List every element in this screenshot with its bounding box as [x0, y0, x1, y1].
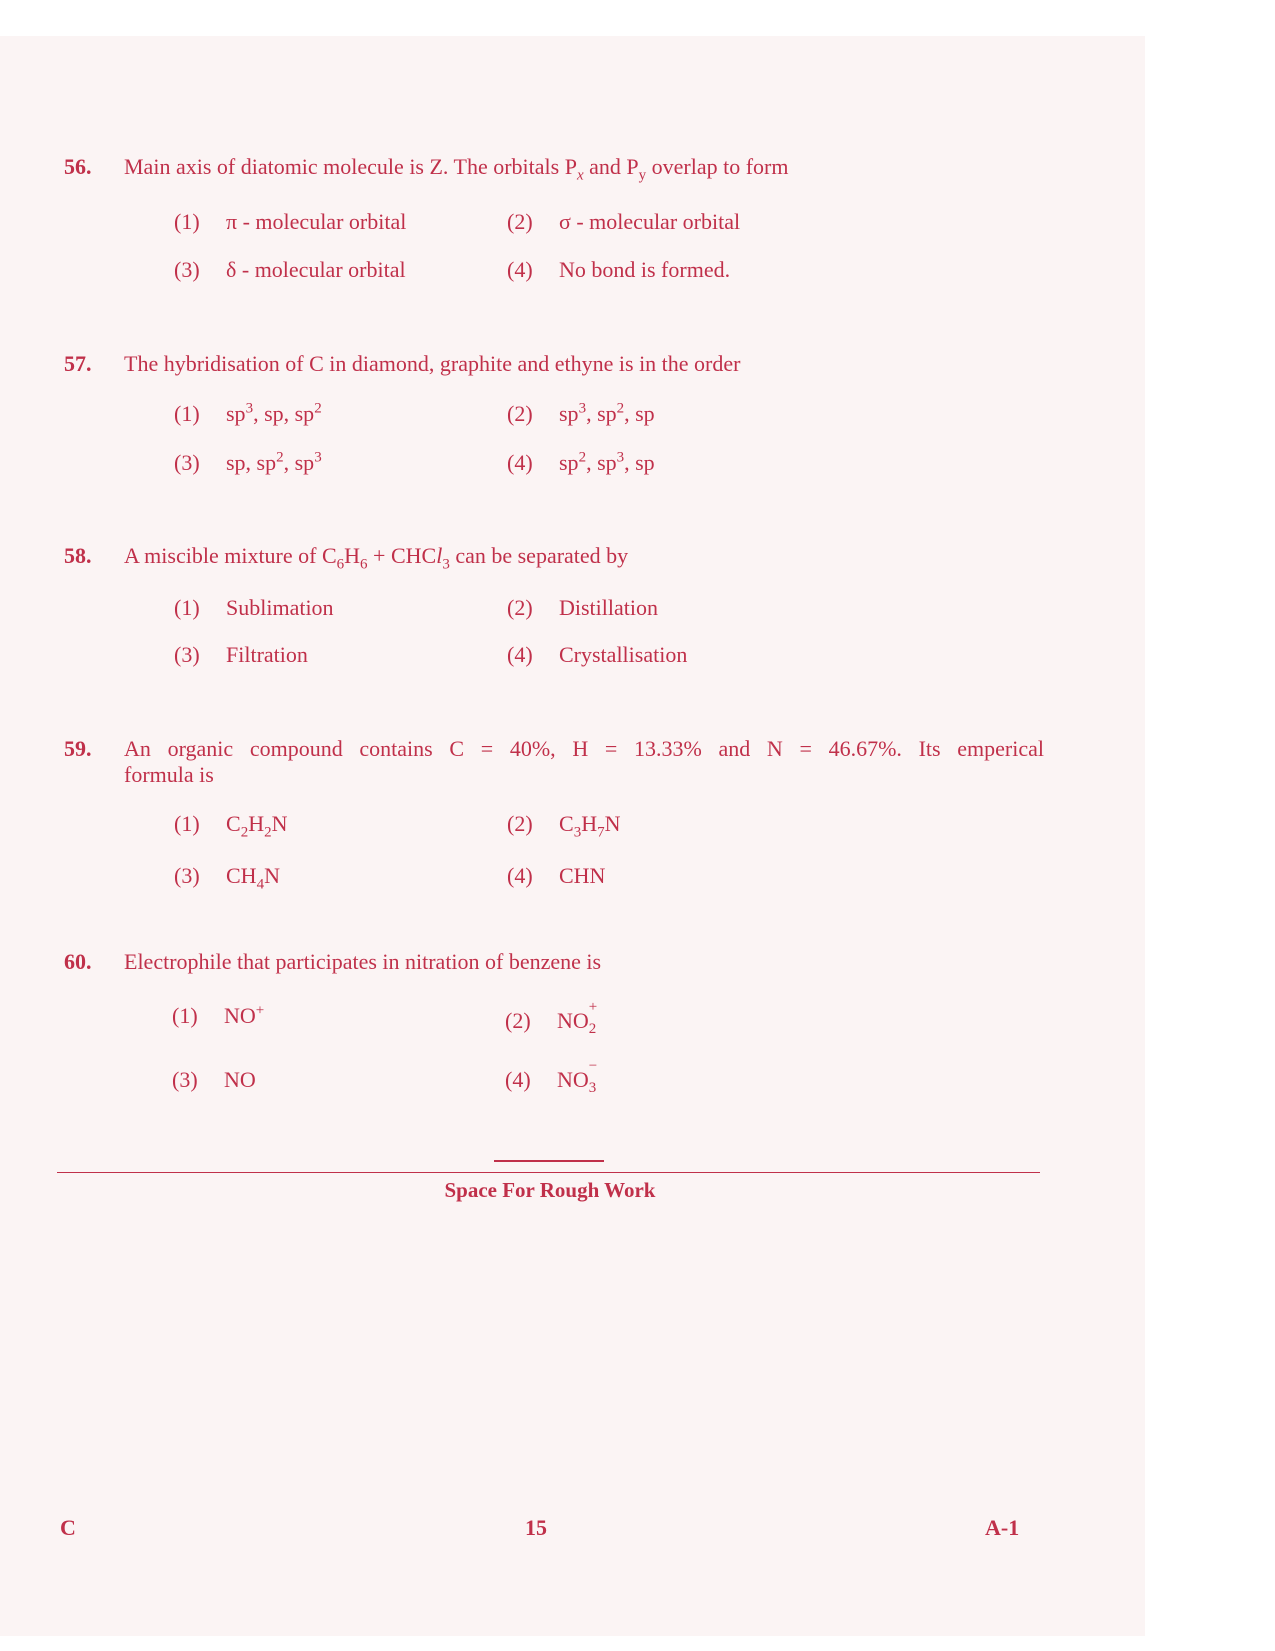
footer-version-code: A-1: [985, 1515, 1020, 1540]
question-text-line-1: An organic compound contains C = 40%, H = 13.33% and N = 46.67%. Its emperical: [124, 736, 1044, 761]
question-text-line-2: formula is: [124, 762, 214, 787]
option-56-4[interactable]: (4) No bond is formed.: [507, 257, 731, 282]
option-59-3[interactable]: (3) $CH_4N$: [174, 863, 280, 893]
option-57-2[interactable]: (2) $sp^3$, $sp^2$, sp: [507, 400, 655, 426]
option-59-1[interactable]: (1) $C_2H_2N$: [174, 811, 288, 841]
option-57-1[interactable]: (1) $sp^3$, sp, $sp^2$: [174, 400, 322, 426]
option-59-4[interactable]: (4) CHN: [507, 863, 606, 888]
option-58-3[interactable]: (3) Filtration: [174, 642, 308, 667]
option-58-2[interactable]: (2) Distillation: [507, 595, 658, 620]
option-60-3[interactable]: (3) NO: [172, 1067, 256, 1092]
option-56-3[interactable]: (3) δ - molecular orbital: [174, 257, 406, 282]
question-text: Main axis of diatomic molecule is Z. The orbitals $P_x$ and $P_y$ overlap to form: [124, 154, 789, 184]
option-58-1[interactable]: (1) Sublimation: [174, 595, 334, 620]
question-text: The hybridisation of C in diamond, graphite and ethyne is in the order: [124, 351, 741, 376]
question-number: 59.: [64, 736, 92, 761]
option-56-1[interactable]: (1) π - molecular orbital: [174, 209, 407, 234]
page-number: 15: [525, 1515, 547, 1540]
option-59-2[interactable]: (2) $C_3H_7N$: [507, 811, 621, 841]
question-number: 58.: [64, 543, 92, 568]
option-58-4[interactable]: (4) Crystallisation: [507, 642, 688, 667]
option-57-3[interactable]: (3) sp, $sp^2$, $sp^3$: [174, 449, 322, 475]
question-text: A miscible mixture of $C_6H_6$ + CHCl$_3$ can be separated by: [124, 543, 629, 573]
option-57-4[interactable]: (4) $sp^2$, $sp^3$, sp: [507, 449, 655, 475]
question-number: 56.: [64, 154, 92, 179]
footer-series-code: C: [60, 1515, 76, 1540]
rough-work-divider: [57, 1172, 1040, 1173]
option-60-4[interactable]: (4) NO − 3: [505, 1058, 598, 1096]
end-of-section-rule: [494, 1160, 604, 1162]
option-60-1[interactable]: (1) NO+: [172, 1002, 265, 1028]
question-number: 60.: [64, 949, 92, 974]
question-number: 57.: [64, 351, 92, 376]
option-56-2[interactable]: (2) σ - molecular orbital: [507, 209, 741, 234]
question-text: Electrophile that participates in nitration of benzene is: [124, 949, 602, 974]
rough-work-label: Space For Rough Work: [444, 1178, 656, 1202]
option-60-2[interactable]: (2) NO + 2: [505, 999, 598, 1037]
